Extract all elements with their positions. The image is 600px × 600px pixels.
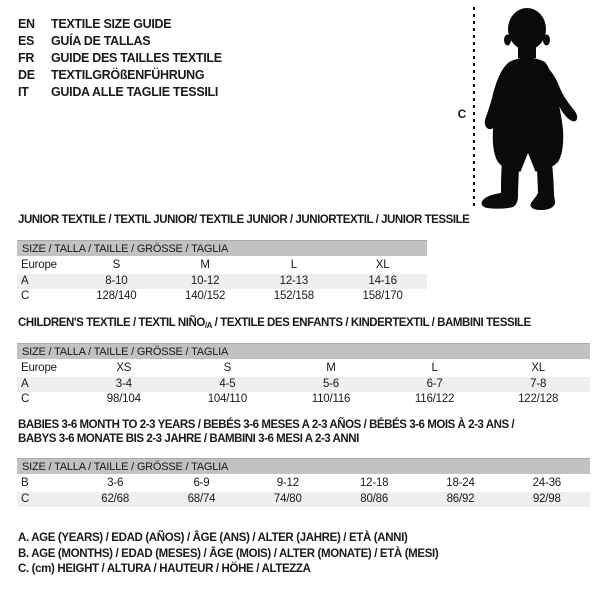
legend-notes xyxy=(18,531,438,578)
table-row-height xyxy=(17,492,590,508)
lang-row-it xyxy=(18,84,222,101)
age-cell: 14-16 xyxy=(368,274,397,287)
months-cell: 24-36 xyxy=(532,477,562,489)
height-cell: 74/80 xyxy=(273,492,302,505)
lang-label: TEXTILE SIZE GUIDE xyxy=(51,17,172,31)
lang-row-fr xyxy=(18,50,222,67)
table-row-europe xyxy=(17,258,427,274)
row-label: C xyxy=(21,492,30,505)
months-cell: 9-12 xyxy=(276,477,299,489)
lang-code: EN xyxy=(18,17,35,31)
junior-size-table xyxy=(17,240,427,305)
size-header-bar: SIZE / TALLA / TAILLE / GRÖSSE / TAGLIA xyxy=(17,343,590,359)
row-label: A xyxy=(21,274,29,287)
table-row-height xyxy=(17,392,590,408)
lang-label: GUIDE DES TAILLES TEXTILE xyxy=(51,51,222,65)
height-cell: 86/92 xyxy=(446,492,475,505)
note-a: A. AGE (YEARS) / EDAD (AÑOS) / ÂGE (ANS) / ALTER (JAHRE) / ETÀ (ANNI) xyxy=(18,532,408,544)
height-cell: 140/152 xyxy=(185,290,226,302)
height-cell: 116/122 xyxy=(414,393,455,405)
table-row-height xyxy=(17,289,427,305)
age-cell: 7-8 xyxy=(530,377,547,390)
height-cell: 104/110 xyxy=(207,393,248,405)
size-cell: S xyxy=(223,362,232,374)
size-cell: XS xyxy=(116,362,132,374)
note-b: B. AGE (MONTHS) / EDAD (MESES) / ÂGE (MOIS) / ALTER (MONATE) / ETÀ (MESI) xyxy=(18,547,439,560)
lang-label: GUIDA ALLE TAGLIE TESSILI xyxy=(51,85,219,99)
age-cell: 3-4 xyxy=(115,377,132,390)
junior-section-title: JUNIOR TEXTILE / TEXTIL JUNIOR/ TEXTILE JUNIOR / JUNIORTEXTIL / JUNIOR TESSILE xyxy=(18,214,470,226)
children-size-table xyxy=(17,343,590,408)
lang-label: TEXTILGRÖßENFÜHRUNG xyxy=(51,68,205,82)
size-cell: XL xyxy=(375,259,390,271)
lang-row-de xyxy=(18,67,222,84)
size-cell: XL xyxy=(531,362,545,374)
babies-section-title-line1: BABIES 3-6 MONTH TO 2-3 YEARS / BEBÉS 3-6 MESES A 2-3 AÑOS / BÉBÉS 3-6 MOIS À 2-3 ANS / xyxy=(18,419,515,431)
months-cell: 12-18 xyxy=(359,477,389,489)
height-cell: 110/116 xyxy=(311,393,351,405)
age-cell: 6-7 xyxy=(426,377,443,390)
row-label: B xyxy=(21,477,29,489)
age-cell: 10-12 xyxy=(190,274,220,287)
height-cell: 158/170 xyxy=(362,290,403,302)
lang-code: IT xyxy=(18,85,29,99)
age-cell: 4-5 xyxy=(219,377,236,390)
age-cell: 12-13 xyxy=(279,274,309,287)
row-label: Europe xyxy=(21,259,57,271)
language-list xyxy=(18,16,222,101)
size-cell: L xyxy=(431,362,438,374)
children-section-title xyxy=(18,317,531,330)
size-cell: M xyxy=(326,362,336,374)
table-row-months xyxy=(17,476,590,492)
height-measure-dashed-line xyxy=(473,7,475,207)
lang-row-en xyxy=(18,16,222,33)
height-cell: 128/140 xyxy=(96,290,137,302)
height-measure-label: C xyxy=(457,107,467,121)
row-label: C xyxy=(21,290,30,302)
height-cell: 152/158 xyxy=(273,290,314,302)
height-cell: 122/128 xyxy=(518,393,559,405)
table-row-age xyxy=(17,377,590,393)
row-label: A xyxy=(21,377,29,390)
size-cell: L xyxy=(290,259,297,271)
title-subscript: /A xyxy=(204,321,212,330)
table-row-europe xyxy=(17,361,590,377)
height-cell: 92/98 xyxy=(532,492,561,505)
lang-code: FR xyxy=(18,51,35,65)
row-label: Europe xyxy=(21,362,57,374)
babies-size-table xyxy=(17,458,590,507)
toddler-silhouette-image xyxy=(478,4,588,210)
months-cell: 3-6 xyxy=(107,477,124,489)
months-cell: 18-24 xyxy=(446,477,475,489)
months-cell: 6-9 xyxy=(193,477,210,489)
height-cell: 98/104 xyxy=(106,393,141,405)
row-label: C xyxy=(21,393,30,405)
babies-section-title-line2: BABYS 3-6 MONATE BIS 2-3 JAHRE / BAMBINI 3-6 MESI A 2-3 ANNI xyxy=(18,433,359,445)
title-text: / TEXTILE DES ENFANTS / KINDERTEXTIL / BAMBINI TESSILE xyxy=(211,317,531,329)
lang-code: DE xyxy=(18,68,35,82)
size-header-bar: SIZE / TALLA / TAILLE / GRÖSSE / TAGLIA xyxy=(17,458,590,474)
height-cell: 68/74 xyxy=(187,492,216,505)
lang-row-es xyxy=(18,33,222,50)
size-cell: M xyxy=(200,259,210,271)
table-row-age xyxy=(17,274,427,290)
age-cell: 5-6 xyxy=(322,377,339,390)
lang-label: GUÍA DE TALLAS xyxy=(51,34,151,48)
size-cell: S xyxy=(112,259,121,271)
title-text: CHILDREN'S TEXTILE / TEXTIL NIÑO xyxy=(18,317,205,329)
note-c: C. (cm) HEIGHT / ALTURA / HAUTEUR / HÖHE / ALTEZZA xyxy=(18,563,311,575)
age-cell: 8-10 xyxy=(105,274,128,287)
height-cell: 80/86 xyxy=(360,492,389,505)
size-header-bar: SIZE / TALLA / TAILLE / GRÖSSE / TAGLIA xyxy=(17,240,427,256)
height-cell: 62/68 xyxy=(101,492,130,505)
lang-code: ES xyxy=(18,34,35,48)
